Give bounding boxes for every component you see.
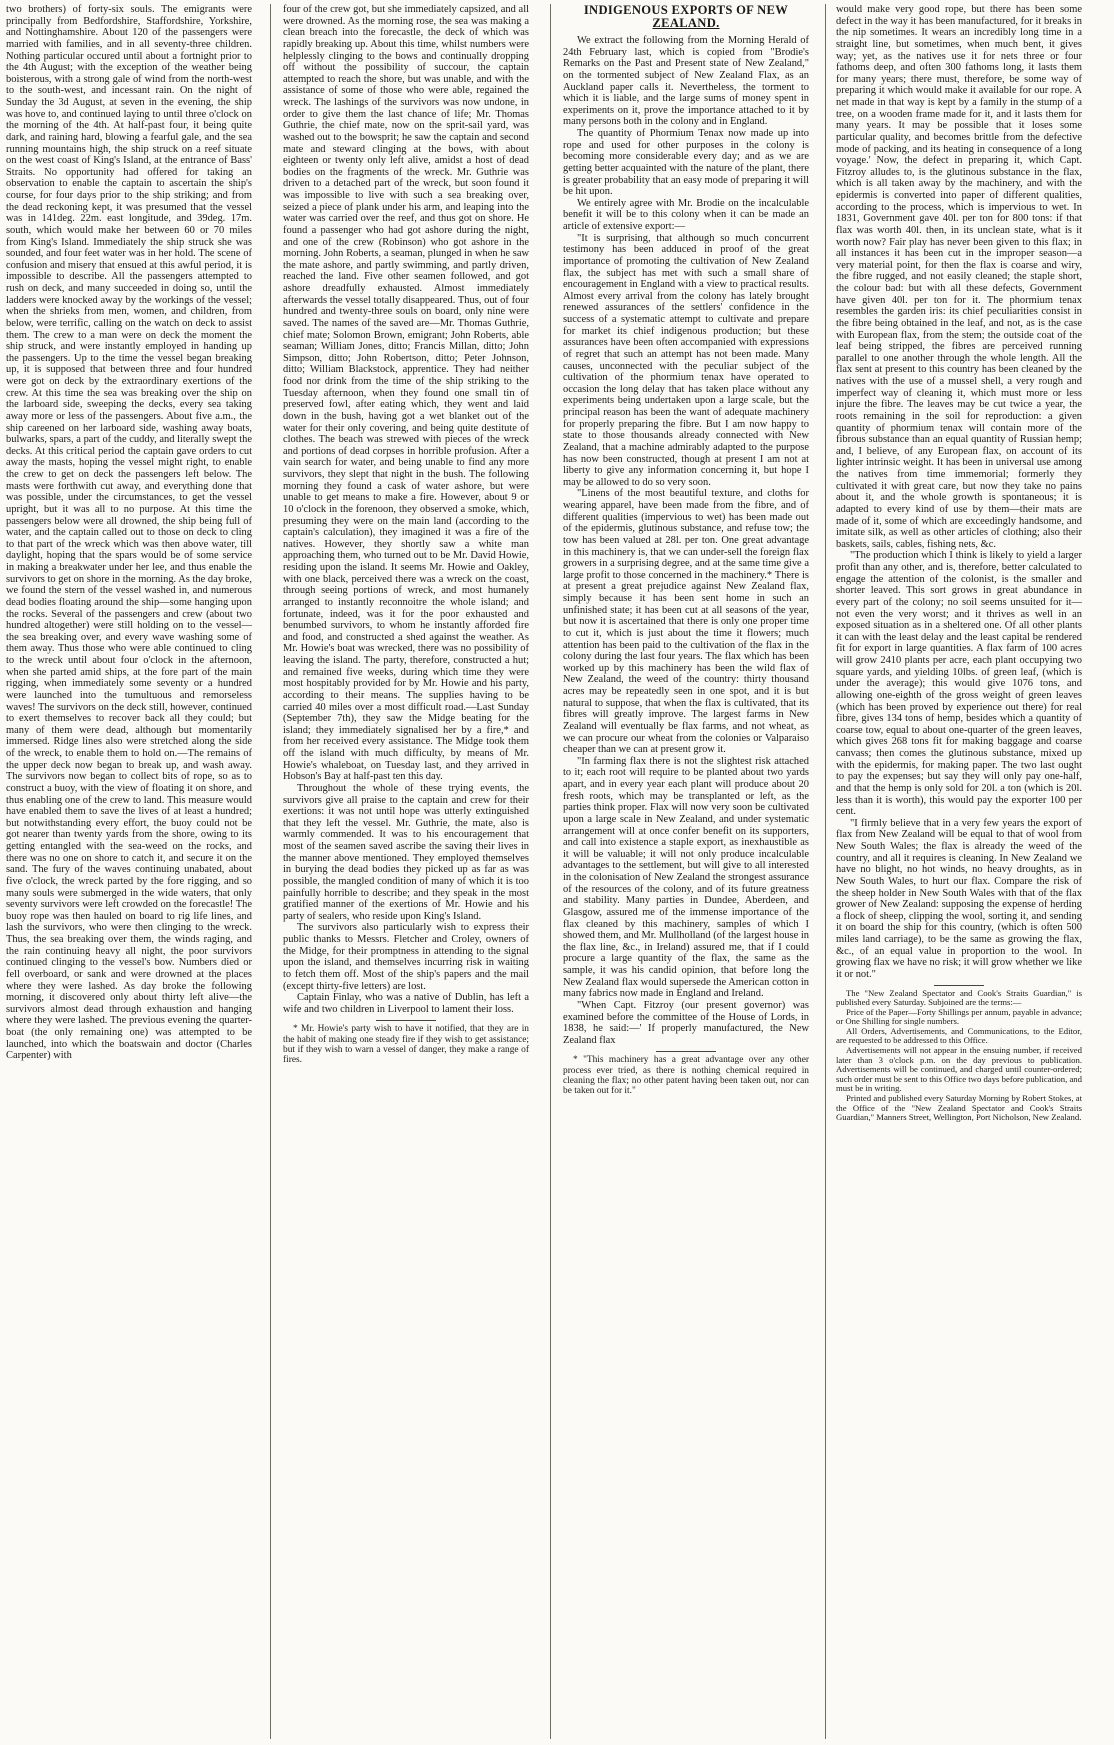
footnote-rule — [376, 1020, 436, 1021]
imprint-line: The "New Zealand Spectator and Cook's Straits Guardian," is published every Saturday. Subjoined are the terms:— — [836, 987, 1082, 1008]
imprint-line: Price of the Paper—Forty Shillings per annum, payable in advance; or One Shilling for single numbers. — [836, 1006, 1082, 1027]
paragraph: The quantity of Phormium Tenax now made up into rope and used for other purposes in the colony is becoming more considerable every day; and as we are getting better acquainted with the nature of the plant, there is greater probability that an easy mode of preparing it will be hit upon. — [563, 128, 809, 198]
footnote-text: * "This machinery has a great advantage over any other process ever tried, as there is nothing chemical required in cleaning the flax; no other patent having been taken out, nor can be taken out for it." — [563, 1055, 809, 1097]
column-divider — [825, 4, 826, 1739]
column-divider — [270, 4, 271, 1739]
paragraph: We extract the following from the Morning Herald of 24th February last, which is copied from "Brodie's Remarks on the Past and Present state of New Zealand," on the tormented subject of New Zealand Flax, as an Auckland paper calls it. Nevertheless, the torment to which it is liable, and the large sums of money spent in experiments on it, prove the importance attached to it by many persons both in the colony and in England. — [563, 35, 809, 128]
paragraph: "The production which I think is likely to yield a larger profit than any other, and is, therefore, better calculated to engage the attention of the colonist, is the smaller and shorter leaved. This sort grows in great abundance in every part of the colony; no soil seems unsuited for it—not even the very worst; and it thrives as well in an exposed situation as in a sheltered one. Of all other plants it can with the least delay and the least capital be rendered fit for export in large quantities. A flax farm of 100 acres will grow 2410 plants per acre, each plant occupying two square yards, and yielding 10lbs. of green leaf, (which is under the average); this would give 1076 tons, and allowing one-eighth of the gross weight of green leaves (which has been proved by experience out there) for real fibre, gives 134 tons of hemp, besides which a quantity of coarse tow, equal to about one-quarter of the green leaves, which gives 268 tons fit for making baggage and coarse canvass; then comes the glutinous substance, mixed up with the epidermis, for making paper. The two last ought to pay the expenses; but say they will only pay one-half, and that the hemp is only sold for 20l. a ton (which is 20l. less than it is worth), this would pay the exporter 100 per cent. — [836, 550, 1082, 818]
paragraph: "When Capt. Fitzroy (our present governor) was examined before the committee of the House of Lords, in 1838, he said:—' If properly manufactured, the New Zealand flax — [563, 999, 809, 1046]
paragraph: "I firmly believe that in a very few years the export of flax from New Zealand will be equal to that of wool from New South Wales; the flax is already the weed of the country, and all it requires is cleaning. In New Zealand we have no blight, no hot winds, no heavy droughts, as in New South Wales, to hurt our flax. Compare the risk of the sheep holder in New South Wales with that of the flax grower of New Zealand: supposing the expense of herding a flock of sheep, clipping the wool, sorting it, and sending it on board the ship for this country, (which is often 500 miles land carriage), to be the same as growing the flax, &c., of an equal value in proportion to the wool. In growing flax we have no risk; it will grow whether we like it or not." — [836, 817, 1082, 980]
paragraph: two brothers) of forty-six souls. The emigrants were principally from Bedfordshire, Staffordshire, Yorkshire, and Nottinghamshire. About 120 of the passengers were married with families, and in all seventy-three children. Nothing particular occured until about a fortnight prior to the 4th August; with the exception of the weather being boisterous, with a strong gale of wind from the north-west to the south-west, and incessant rain. On the night of Sunday the 3d August, at seven in the evening, the ship was hove to, and continued laying to until three o'clock on the morning of the 4th. At half-past four, it being quite dark, and raining hard, blowing a fearful gale, and the sea running mountains high, the ship struck on a reef situate on the west coast of King's Island, at the entrance of Bass' Straits. No opportunity had offered for taking an observation to enable the captain to ascertain the ship's course, for four days prior to the ship striking; and from the dead reckoning kept, it was presumed that the vessel was in 141deg. 22m. east longitude, and 39deg. 17m. south, which would make her between 60 or 70 miles from King's Island. Immediately the ship struck she was sounded, and four feet water was in her hold. The scene of confusion and misery that ensued at this awful period, it is impossible to describe. All the passengers attempted to rush on deck, and many succeeded in doing so, until the ladders were knocked away by the workings of the vessel; when the shrieks from men, women, and children, from below, were terrific, calling on the watch on deck to assist them. The crew to a man were on deck the moment the ship struck, and were instantly employed in handing up the passengers. Up to the time the vessel began breaking up, it is supposed that between three and four hundred were got on deck by the extraordinary exertions of the crew. At this time the sea was breaking over the ship on the larboard side, sweeping the decks, every sea taking away more or less of the passengers. About five a.m., the ship careened on her larboard side, washing away boats, bulwarks, spars, a part of the cuddy, and literally swept the decks. At this critical period the captain gave orders to cut away the masts, hoping the vessel might right, to enable the crew to get on deck the passengers left below. The masts were forthwith cut away, and everything done that was possible, under the circumstances, to get the vessel upright, but it was all to no purpose. At this time the passengers below were all drowned, the ship being full of water, and the captain called out to those on deck to cling to that part of the wreck which was then above water, till daylight, hoping that the spars would be of some service in making a breakwater under her lee, and thus enable the survivors to get on shore in the morning. As the day broke, we found the stern of the vessel washed in, and numerous dead bodies floating around the ship—some hanging upon the rocks. Several of the passengers and crew (about two hundred altogether) were still holding on to the vessel—the sea breaking over, and every wave washing some of them away. Thus those who were able continued to cling to the wreck until about four o'clock in the afternoon, when she parted amid ships, at the fore part of the main rigging, when immediately some seventy or a hundred were launched into the tumultuous and remorseless waves! The survivors on the deck still, however, continued to exert themselves to recover back all they could; but many of them were dead, although but momentarily immersed. Ridge lines also were stretched along the side of the wreck, to enable them to hold on.—The remains of the upper deck now began to break up, and wash away. The survivors now began to collect bits of rope, so as to construct a buoy, with the view of floating it on shore, and thus enabling one of the crew to land. This measure would have enabled them to save the lives of at least a hundred; but notwithstanding every effort, the buoy could not be got nearer than twenty yards from the shore, owing to its getting entangled with the sea-weed on the rocks, and there was no one on shore to catch it, and secure it on the sand. The fury of the waves continuing unabated, about five o'clock, the wreck parted by the fore rigging, and so many souls were submerged in the wide waters, that only seventy survivors were left crowded on the forecastle! The buoy rope was then hauled on board to rig life lines, and lash the survivors, who were then clinging to the wreck. Thus, the sea breaking over them, the winds raging, and the rain continuing heavy all night, the poor survivors continued clinging to the vessel's bow. Numbers died or fell overboard, or sank and were drowned at the places where they were lashed. As day broke the following morning, it discovered only about thirty left alive—the survivors almost dead through exhaustion and hanging where they were lashed. The previous evening the quarter-boat (the only remaining one) was attempted to be launched, into which the boatswain and doctor (Charles Carpenter) with — [6, 4, 252, 1062]
imprint-line: Printed and published every Saturday Morning by Robert Stokes, at the Office of the "New Zealand Spectator and Cook's Straits Guardian," Manners Street, Wellington, Port Nicholson, New Zealand. — [836, 1093, 1082, 1123]
column-3-flax-exports — [563, 4, 809, 1739]
headline-line-2: ZEALAND. — [652, 16, 720, 30]
paragraph: "Linens of the most beautiful texture, and cloths for wearing apparel, have been made from the fibre, and of different qualities (impervious to wet) has been made out of the epidermis, glutinous substance, and refuse tow; the tow has been valued at 28l. per ton. One great advantage in this machinery is, that we can under-sell the foreign flax growers in a surprising degree, and at the same time give a large profit to those concerned in the machinery.* There is at present a great prejudice against New Zealand flax, simply because it has been sent home in such an unfinished state; it has been cut at all seasons of the year, but now it is ascertained that there is only one proper time to cut it, which is just about the time it flowers; much attention has been paid to the cultivation of the flax in the colony during the last four years. The flax which has been worked up by this machinery has been the wild flax of New Zealand, the weed of the country: thirty thousand acres may be repeatedly seen in one spot, and it is but natural to suppose, that when the flax is cultivated, that its fibres will greatly improve. The largest farms in New Zealand will eventually be flax farms, and not wheat, as we can procure our wheat from the colonies or Valparaiso cheaper than we can at present grow it. — [563, 488, 809, 756]
footnote — [563, 1055, 809, 1096]
paragraph: "It is surprising, that although so much concurrent testimony has been adduced in proof of the great importance of promoting the cultivation of New Zealand flax, the subject has met with such a small share of encouragement in England with a view to practical results. Almost every arrival from the colony has lately brought renewed assurances of the settlers' confidence in the success of a systematic attempt to cultivate and prepare for market its chief indigenous production; but these assurances have been often accompanied with expressions of regret that such an attempt has not been made. Many causes, unconnected with the peculiar subject of the cultivation of the phormium tenax have operated to occasion the long delay that has taken place without any experiments being undertaken upon a large scale, but the principal reason has been the want of adequate machinery for properly preparing the fibre. But I am now happy to state to those thousands already connected with New Zealand, that a machine admirably adapted to the purpose has now been constructed, though at present I am not at liberty to give any information concerning it, but hope I may be allowed to do so very soon. — [563, 232, 809, 488]
publisher-imprint — [836, 985, 1082, 1123]
paragraph: Captain Finlay, who was a native of Dublin, has left a wife and two children in Liverpool to lament their loss. — [283, 992, 529, 1015]
column-1-shipwreck-narrative — [6, 4, 252, 1739]
paragraph: four of the crew got, but she immediately capsized, and all were drowned. As the morning rose, the sea was making a clean breach into the forecastle, the deck of which was rapidly breaking up. About this time, whilst numbers were helplessly clinging to the bows and continually dropping off without the possibility of succour, the captain attempted to reach the shore, but was unable, and with the assistance of some of those who were able, regained the wreck. The lashings of the survivors was now undone, in order to give them the last chance of life; Mr. Thomas Guthrie, the chief mate, now on the sprit-sail yard, was washed out to the bowsprit; he saw the captain and second mate and steward clinging at the bows, with about eighteen or twenty only left alive, amidst a host of dead bodies on the fragments of the wreck. Mr. Guthrie was driven to a detached part of the wreck, but soon found it was impossible to live with such a sea breaking over, seized a piece of plank under his arm, and leaping into the water was carried over the reef, and thus got on shore. He found a passenger who had got ashore during the night, and one of the crew (Robinson) who got ashore in the morning. John Roberts, a seaman, plunged in when he saw the mate ashore, and partly swimming, and partly driven, reached the land. Five other seamen followed, and got ashore dreadfully exhausted. Almost immediately afterwards the vessel totally disappeared. Thus, out of four hundred and twenty-three souls on board, only nine were saved. The names of the saved are—Mr. Thomas Guthrie, chief mate; Solomon Brown, emigrant; John Roberts, able seaman; William Jones, ditto; Francis Millan, ditto; John Simpson, ditto; John Robertson, ditto; Peter Johnson, ditto; William Blackstock, apprentice. They had neither food nor drink from the time of the ship striking to the Tuesday afternoon, when they found one small tin of preserved fowl, after eating which, they went and laid down in the bush, having got a wet blanket out of the water for their only covering, and being quite destitute of clothes. The beach was strewed with pieces of the wreck and portions of dead corpses in horrible profusion. After a vain search for water, and being unable to find any more survivors, they slept that night in the bush. The following morning they found a cask of water ashore, but were unable to get means to make a fire. However, about 9 or 10 o'clock in the forenoon, they observed a smoke, which, presuming they were on the main land (according to the captain's calculation), they imagined it was a fire of the natives. However, they shortly saw a white man approaching them, who turned out to be Mr. David Howie, residing upon the island. It seems Mr. Howie and Oakley, with one black, perceived there was a wreck on the coast, through seeing portions of wreck, and most humanely arranged to instantly reconnoitre the whole island; and fortunate, indeed, was it for the poor exhausted and benumbed survivors, to whom he instantly afforded fire and food, and constructed a shed against the weather. As Mr. Howie's boat was wrecked, there was no possibility of leaving the island. The party, therefore, constructed a hut; and remained five weeks, during which time they were most hospitably provided for by Mr. Howie and his party, according to their means. The supplies having to be carried 40 miles over a most difficult road.—Last Sunday (September 7th), they saw the Midge beating for the island; they immediately signalised her by a fire,* and from her received every assistance. The Midge took them off the island with much difficulty, by means of Mr. Howie's whaleboat, on Tuesday last, and they arrived in Hobson's Bay at half-past ten this day. — [283, 4, 529, 783]
paragraph: Throughout the whole of these trying events, the survivors give all praise to the captain and crew for their exertions: it was not until hope was utterly extinguished that they left the vessel. Mr. Guthrie, the mate, also is warmly commended. It was to his encouragement that most of the seamen saved ascribe the saving their lives in the manner above mentioned. They employed themselves in burying the dead bodies they picked up as far as was possible, the mangled condition of many of which it is too painfully horrible to describe; and they speak in the most gratified manner of the exertions of Mr. Howie and his party of sealers, who reside upon King's Island. — [283, 782, 529, 922]
paragraph: We entirely agree with Mr. Brodie on the incalculable benefit it will be to this colony when it can be made an article of extensive export:— — [563, 197, 809, 232]
paragraph: The survivors also particularly wish to express their public thanks to Messrs. Fletcher and Croley, owners of the Midge, for their promptness in attending to the signal upon the island, and themselves incurring risk in waiting to fetch them off. Most of the ship's papers and the mail (except thirty-five letters) are lost. — [283, 922, 529, 992]
column-4-flax-exports — [836, 4, 1082, 1739]
footnote-rule — [656, 1051, 716, 1052]
column-2-shipwreck-narrative — [283, 4, 529, 1739]
footnote — [283, 1024, 529, 1065]
imprint-line: All Orders, Advertisements, and Communications, to the Editor, are requested to be addressed to this Office. — [836, 1025, 1082, 1046]
paragraph: "In farming flax there is not the slightest risk attached to it; each root will require to be planted about two yards apart, and in every year each plant will produce about 20 fresh roots, which may be transplanted or left, as the parties think proper. Flax will now very soon be cultivated upon a large scale in New Zealand, and under systematic arrangement will at once confer benefit on its supporters, and call into existence a staple export, as inexhaustible as it will be valuable; it will not only produce incalculable advantages to the settlement, but will give to all interested in the colonisation of New Zealand the strongest assurance of the resources of the colony, and of its future greatness and stability. Many parties in Dundee, Aberdeen, and Glasgow, assured me of the immense importance of the flax cleaned by this machinery, samples of which I showed them, and Mr. Mullholland (of the largest house in the flax line, &c., in Ireland) assured me, that if I could procure a large quantity of the flax, the same as the sample, it was his candid opinion, that before long the New Zealand flax would supersede the American cotton in many fabrics now made in England and Ireland. — [563, 755, 809, 1000]
headline-line-1: INDIGENOUS EXPORTS OF NEW — [583, 4, 789, 17]
column-divider — [550, 4, 551, 1739]
footnote-text: * Mr. Howie's party wish to have it notified, that they are in the habit of making one steady fire if they wish to get assistance; but if they wish to warn a vessel of danger, they make a range of fires. — [283, 1024, 529, 1066]
imprint-rule — [934, 985, 984, 986]
imprint-line: Advertisements will not appear in the ensuing number, if received later than 3 o'clock p.m. on the day previous to publication. Advertisements will be continued, and charged until counter-ordered; such order must be sent to this Office two days before publication, and must be in writing. — [836, 1045, 1082, 1094]
paragraph: would make very good rope, but there has been some defect in the way it has been manufactured, for it breaks in the nip sometimes. It wears an incredibly long time in a straight line, but sometimes, when much bent, it gives way; yet, as the natives use it for nets three or four fathoms deep, and often 300 fathoms long, it lasts them for many years; there must, therefore, be some way of preparing it which would make it available for our rope. A net made in that way is kept by a family in the stump of a tree, on a wooden frame made for it, and it lasts them for many years. It may be possible that it loses some particular quality, and becomes brittle from the defective mode of packing, and its heating in consequence of a long voyage.' Now, the defect in preparing it, which Capt. Fitzroy alludes to, is the glutinous substance in the flax, which is all taken away by the machinery, and with the epidermis is converted into paper of different qualities, according to the process, which is impervious to wet. In 1831, Government gave 40l. per ton for 800 tons: if that flax was worth 40l. then, in its unclean state, what is it worth now? Fair play has never been given to this flax; in all instances it has been cut in the improper season—a very material point, for then the flax is coarse and wiry, the fibre rugged, and not easily cleaned; the staple short, the colour bad: but with all these defects, Government have given 40l. per ton for it. The phormium tenax resembles the garden iris: its chief peculiarities consist in the fibre being obtained in the leaf, and not, as is the case with European flax, from the stem; the outside coat of the leaf being stripped, the fibres are perceived running parallel to one another through the whole length. All the flax sent at present to this country has been cleaned by the natives with the use of a mussel shell, a very rough and imperfect way of cleaning it, which must more or less injure the fibre. The leaves may be cut twice a year, the roots remaining in the soil for reproduction: a given quantity of phormium tenax will contain more of the fibrous substance than an equal quantity of Russian hemp; and, I believe, of any European flax, on account of its lighter intrinsic weight. It has been in universal use among the natives from time immemorial; formerly they cultivated it with great care, but now they take no pains about it, and the whole growth is spontaneous; it is adapted to every kind of use by them—their mats are made of it, some of which are exceedingly handsome, and imitate silk, as well as other articles of clothing; also their baskets, sails, cables, fishing nets, &c. — [836, 4, 1082, 550]
article-headline — [563, 4, 809, 30]
